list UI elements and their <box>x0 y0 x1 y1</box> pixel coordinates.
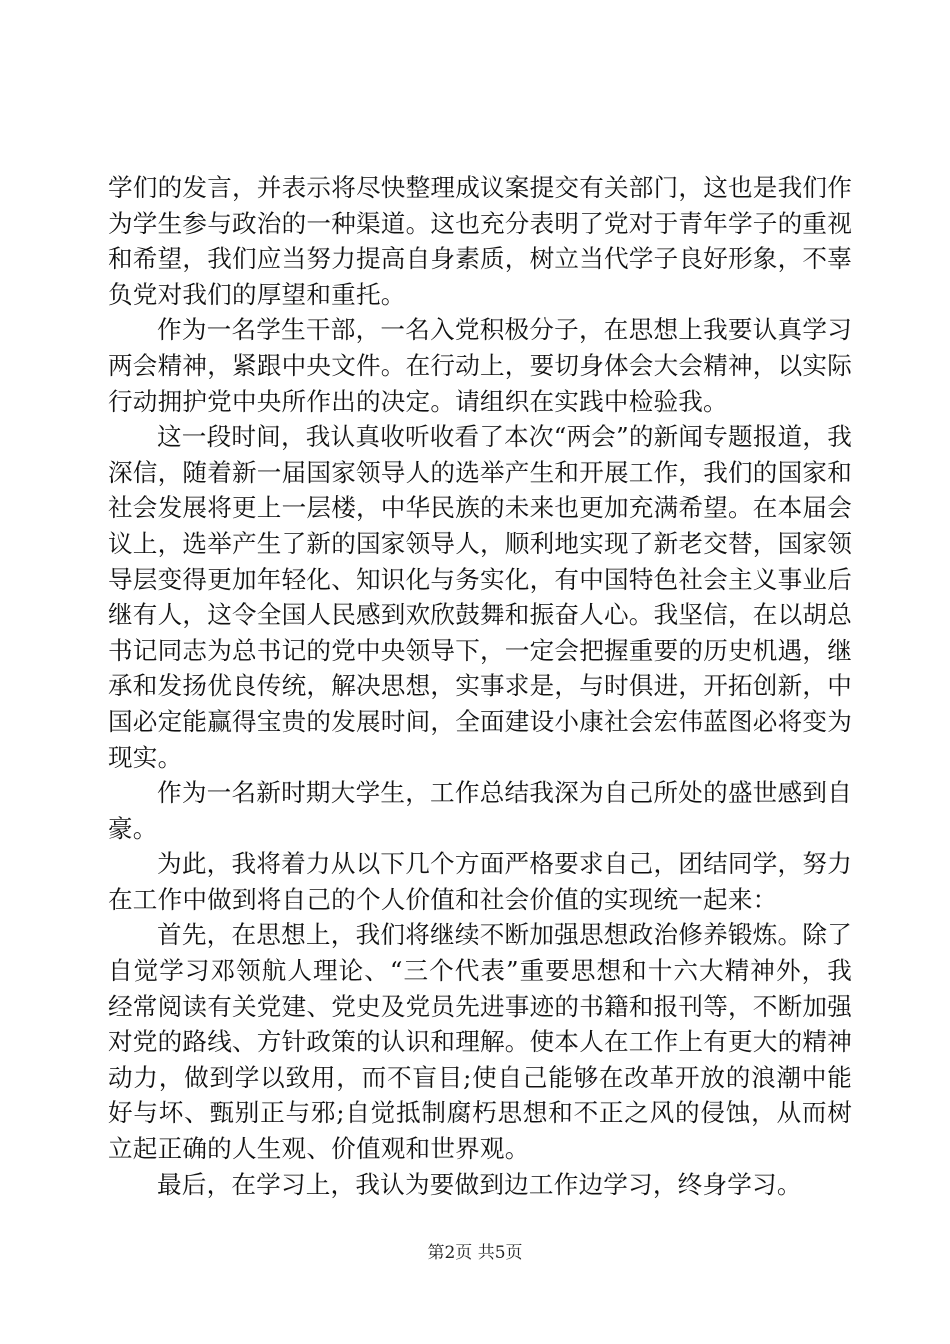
paragraph-7: 最后，在学习上，我认为要做到边工作边学习，终身学习。 <box>157 1169 802 1199</box>
paragraph-4: 作为一名新时期大学生，工作总结我深为自己所处的盛世感到自豪。 <box>108 778 852 843</box>
paragraph-3: 这一段时间，我认真收听收看了本次“两会”的新闻专题报道，我深信，随着新一届国家领导人的选举产生和开展工作，我们的国家和社会发展将更上一层楼，中华民族的未来也更加充满希望。在本届会议上，选举产生了新的国家领导人，顺利地实现了新老交替，国家领导层变得更加年轻化、知识化与务实化，有中国特色社会主义事业后继有人，这令全国人民感到欢欣鼓舞和振奋人心。我坚信，在以胡总书记同志为总书记的党中央领导下，一定会把握重要的历史机遇，继承和发扬优良传统，解决思想，实事求是，与时俱进，开拓创新，中国必定能赢得宝贵的发展时间，全面建设小康社会宏伟蓝图必将变为现实。 <box>108 422 852 772</box>
document-body <box>108 170 852 1202</box>
page-number-footer: 第2页 共5页 <box>427 1243 523 1263</box>
paragraph-1: 学们的发言，并表示将尽快整理成议案提交有关部门，这也是我们作为学生参与政治的一种渠道。这也充分表明了党对于青年学子的重视和希望，我们应当努力提高自身素质，树立当代学子良好形象，不辜负党对我们的厚望和重托。 <box>108 173 852 309</box>
paragraph-2: 作为一名学生干部，一名入党积极分子，在思想上我要认真学习两会精神，紧跟中央文件。在行动上，要切身体会大会精神，以实际行动拥护党中央所作出的决定。请组织在实践中检验我。 <box>108 315 852 416</box>
paragraph-5: 为此，我将着力从以下几个方面严格要求自己，团结同学，努力在工作中做到将自己的个人价值和社会价值的实现统一起来： <box>108 849 852 914</box>
paragraph-6: 首先，在思想上，我们将继续不断加强思想政治修养锻炼。除了自觉学习邓领航人理论、“三个代表”重要思想和十六大精神外，我经常阅读有关党建、党史及党员先进事迹的书籍和报刊等，不断加强对党的路线、方针政策的认识和理解。使本人在工作上有更大的精神动力，做到学以致用，而不盲目;使自己能够在改革开放的浪潮中能好与坏、甄别正与邪;自觉抵制腐朽思想和不正之风的侵蚀，从而树立起正确的人生观、价值观和世界观。 <box>108 920 852 1164</box>
